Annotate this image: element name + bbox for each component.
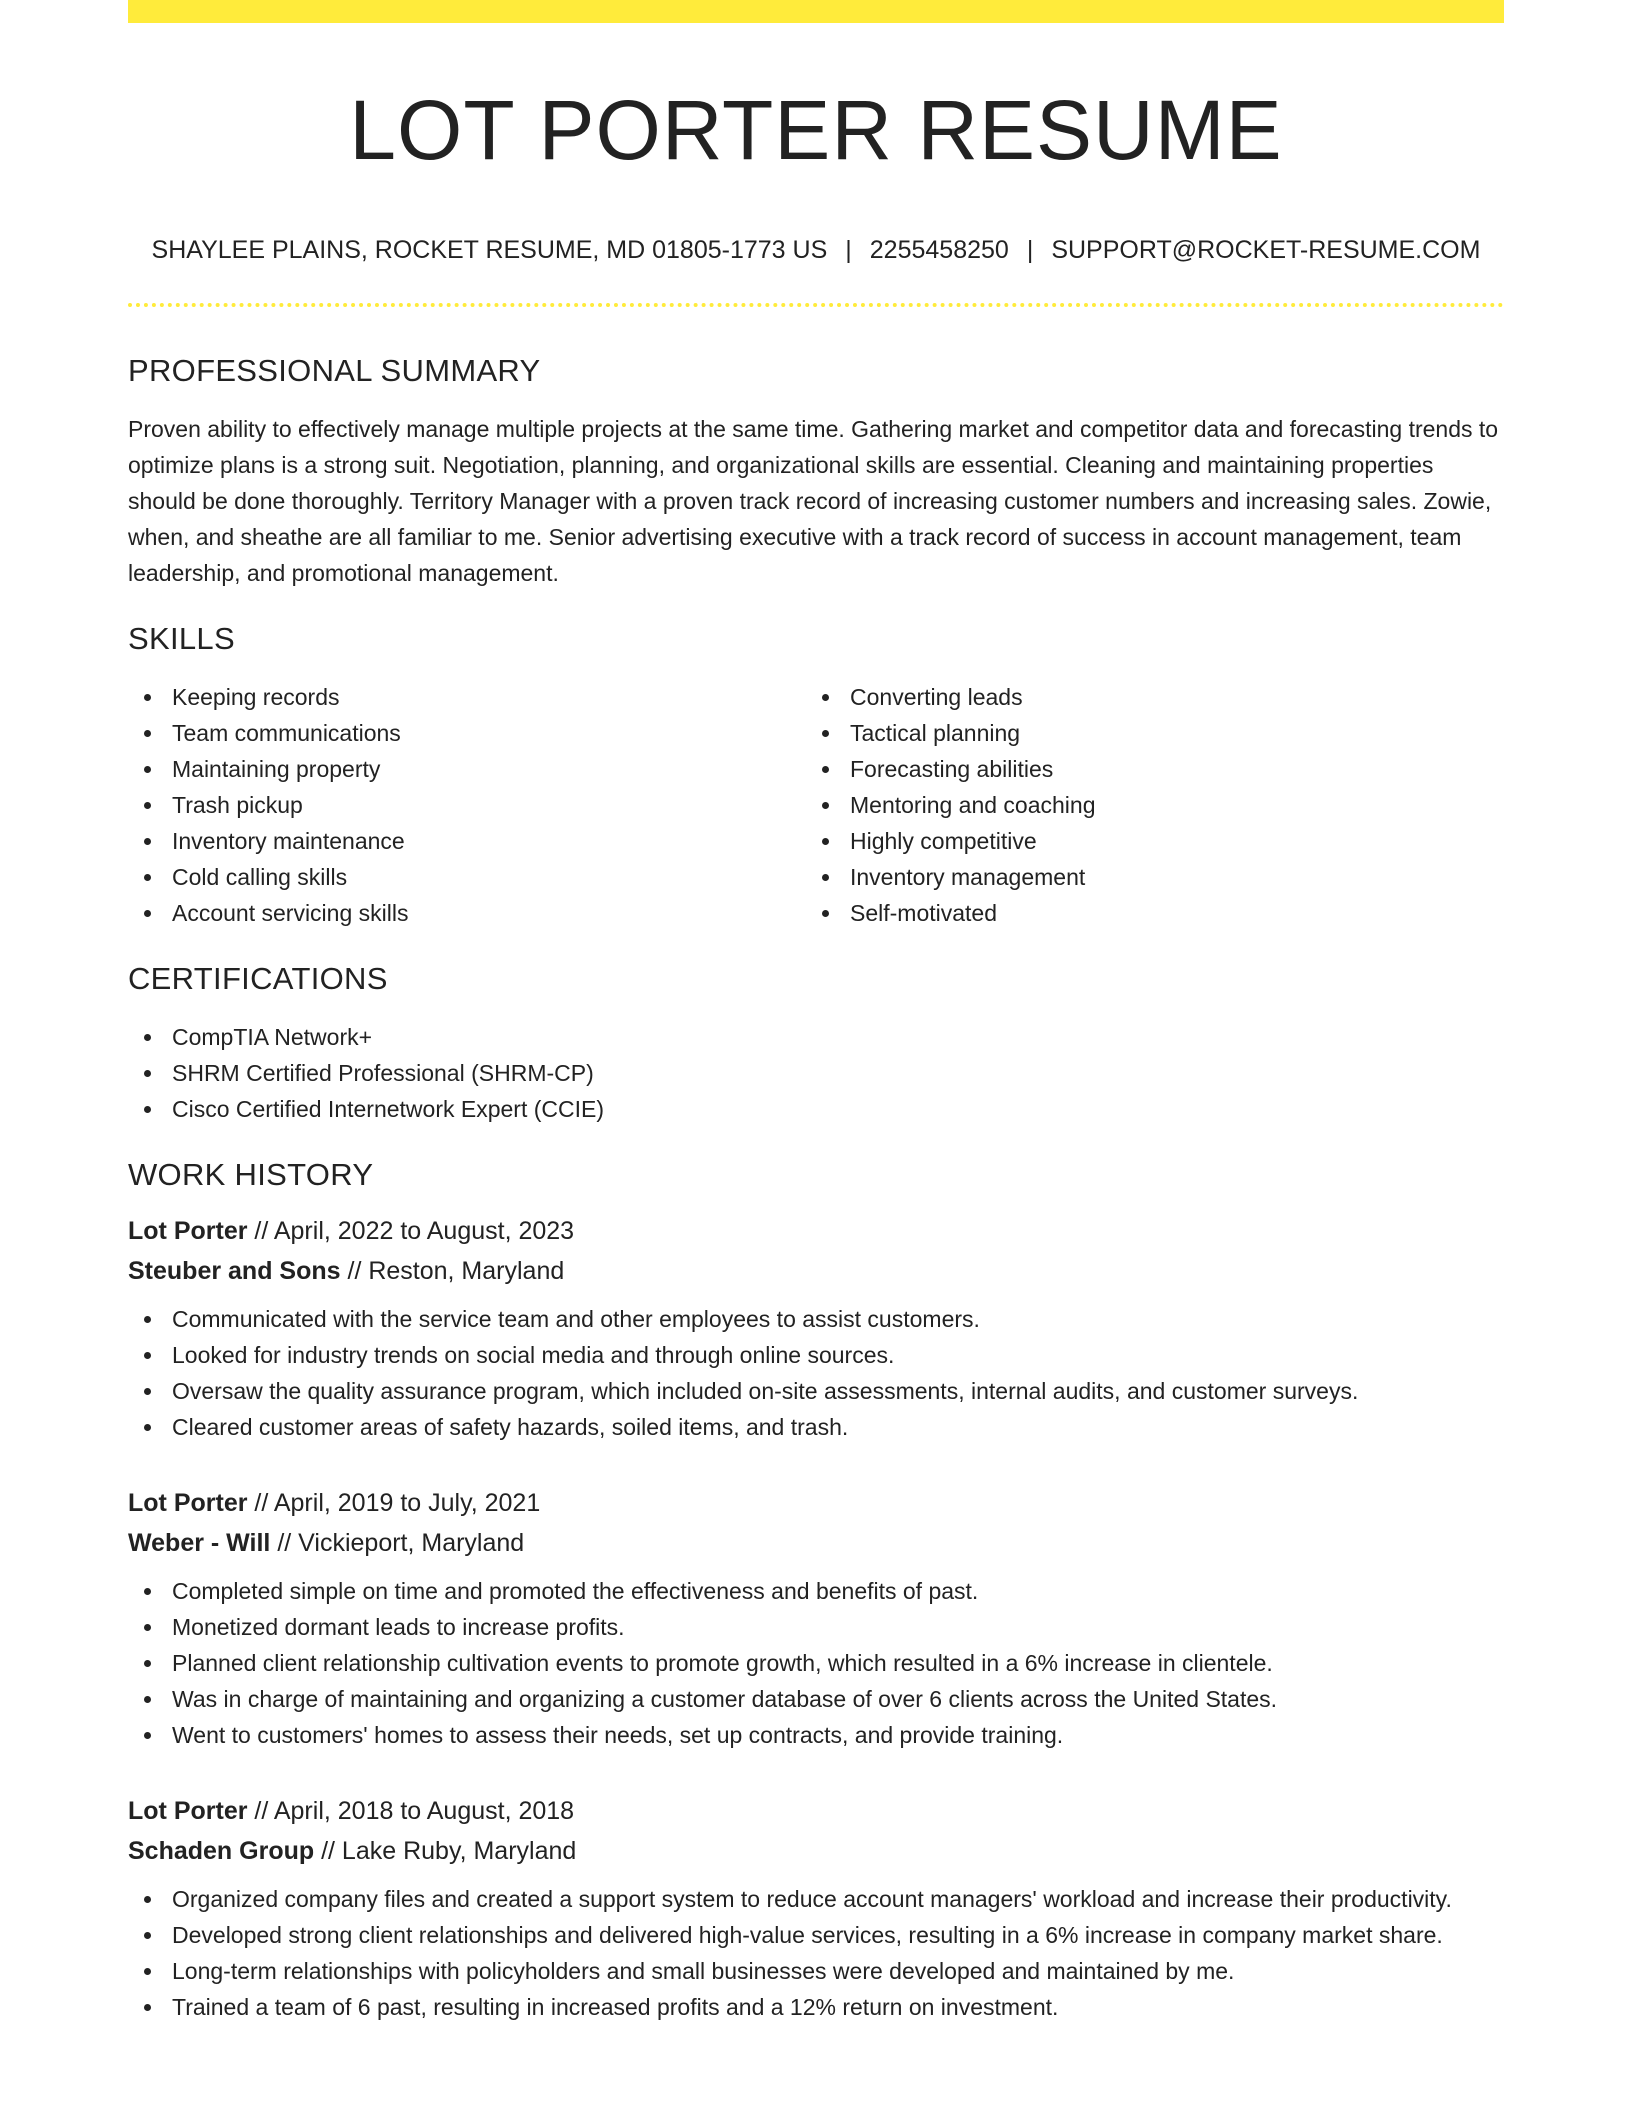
job-bullet: Planned client relationship cultivation events to promote growth, which resulted in a 6% increase in clientele. [128,1645,1504,1681]
job-company-line [128,1251,1504,1291]
job-bullet-list [128,1881,1504,2025]
skill-item: Team communications [128,715,806,751]
job-dates: // April, 2019 to July, 2021 [247,1489,541,1517]
job-title-line [128,1211,1504,1251]
skill-item: Mentoring and coaching [806,787,1484,823]
resume-title: LOT PORTER RESUME [349,83,1283,177]
skill-item: Forecasting abilities [806,751,1484,787]
contact-line [128,235,1504,265]
job-bullet: Cleared customer areas of safety hazards, soiled items, and trash. [128,1409,1504,1445]
job-company: Schaden Group [128,1837,315,1865]
skill-item: Self-motivated [806,895,1484,931]
skill-item: Highly competitive [806,823,1484,859]
skills-grid [128,679,1504,931]
skills-list-right [806,679,1484,931]
dotted-divider [128,303,1504,307]
job-bullet: Oversaw the quality assurance program, which included on-site assessments, internal audits, and customer surveys. [128,1373,1504,1409]
job-company: Steuber and Sons [128,1257,341,1285]
certifications-heading: CERTIFICATIONS [128,961,388,996]
skills-heading: SKILLS [128,621,235,656]
job-dates: // April, 2018 to August, 2018 [247,1797,575,1825]
skills-column-right [806,679,1484,931]
job-bullet: Completed simple on time and promoted the effectiveness and benefits of past. [128,1573,1504,1609]
summary-text: Proven ability to effectively manage multiple projects at the same time. Gathering market and competitor data and forecasting trends to optimize plans is a strong suit. Negotiation, planning, and organizational skills are essential. Cleaning and maintaining properties should be done thoroughly. Territory Manager with a proven track record of increasing customer numbers and increasing sales. Zowie, when, and sheathe are all familiar to me. Senior advertising executive with a track record of success in account management, team leadership, and promotional management. [128,416,1499,586]
job-bullet: Monetized dormant leads to increase profits. [128,1609,1504,1645]
job-title: Lot Porter [128,1489,248,1517]
job-bullet: Looked for industry trends on social media and through online sources. [128,1337,1504,1373]
job-title: Lot Porter [128,1217,248,1245]
skill-item: Trash pickup [128,787,806,823]
job-bullet: Was in charge of maintaining and organizing a customer database of over 6 clients across the United States. [128,1681,1504,1717]
skills-list-left [128,679,806,931]
work-history-heading: WORK HISTORY [128,1157,374,1192]
contact-separator: | [1026,236,1034,264]
certification-item: SHRM Certified Professional (SHRM-CP) [128,1055,1504,1091]
contact-email[interactable]: SUPPORT@ROCKET-RESUME.COM [1051,236,1481,264]
skill-item: Inventory management [806,859,1484,895]
certifications-list [128,1019,1504,1127]
job-title: Lot Porter [128,1797,248,1825]
job-location: // Reston, Maryland [340,1257,565,1285]
job-bullet: Communicated with the service team and other employees to assist customers. [128,1301,1504,1337]
skill-item: Tactical planning [806,715,1484,751]
job-company-line [128,1831,1504,1871]
resume-page [128,0,1504,2025]
job-bullet-list [128,1301,1504,1445]
accent-top-bar [128,0,1504,23]
job-dates: // April, 2022 to August, 2023 [247,1217,575,1245]
contact-separator: | [845,236,852,264]
job-bullet: Trained a team of 6 past, resulting in increased profits and a 12% return on investment. [128,1989,1504,2025]
job-bullet: Went to customers' homes to assess their needs, set up contracts, and provide training. [128,1717,1504,1753]
job-location: // Vickieport, Maryland [270,1529,525,1557]
job-bullet: Long-term relationships with policyholders and small businesses were developed and maintained by me. [128,1953,1504,1989]
skill-item: Keeping records [128,679,806,715]
summary-heading: PROFESSIONAL SUMMARY [128,353,541,388]
skill-item: Inventory maintenance [128,823,806,859]
contact-address: SHAYLEE PLAINS, ROCKET RESUME, MD 01805-1773 US [151,236,828,264]
job-location: // Lake Ruby, Maryland [314,1837,577,1865]
job-bullet: Organized company files and created a support system to reduce account managers' workload and increase their productivity. [128,1881,1504,1917]
skill-item: Maintaining property [128,751,806,787]
job-title-line [128,1791,1504,1831]
skill-item: Converting leads [806,679,1484,715]
skill-item: Account servicing skills [128,895,806,931]
job-company: Weber - Will [128,1529,271,1557]
certification-item: CompTIA Network+ [128,1019,1504,1055]
job-company-line [128,1523,1504,1563]
skills-column-left [128,679,806,931]
certification-item: Cisco Certified Internetwork Expert (CCIE) [128,1091,1504,1127]
job-entry [128,1791,1504,2025]
job-title-line [128,1483,1504,1523]
job-bullet-list [128,1573,1504,1753]
skill-item: Cold calling skills [128,859,806,895]
job-bullet: Developed strong client relationships and delivered high-value services, resulting in a 6% increase in company market share. [128,1917,1504,1953]
job-entry [128,1483,1504,1753]
contact-phone: 2255458250 [869,236,1009,264]
job-entry [128,1211,1504,1445]
